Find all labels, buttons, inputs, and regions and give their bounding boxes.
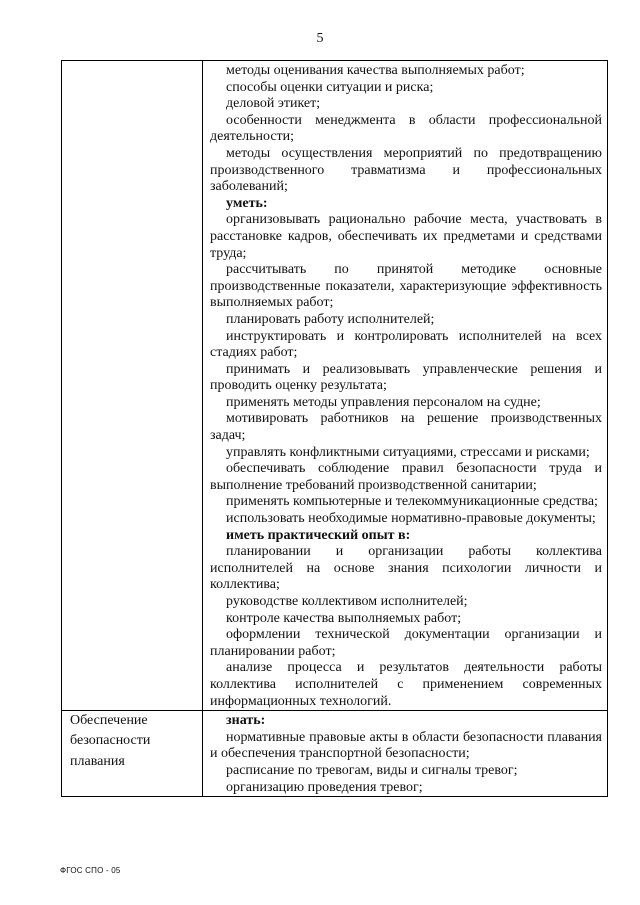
list-item: расписание по тревогам, виды и сигналы тревог;	[226, 762, 518, 778]
module-title-line: плавания	[70, 753, 125, 769]
content-table	[61, 60, 608, 797]
list-item: способы оценки ситуации и риска;	[226, 79, 434, 95]
module-title	[62, 711, 202, 772]
list-item: рассчитывать по принятой методике основные производственные показатели, характеризующие эффективность выполняемых работ;	[210, 262, 602, 311]
list-item: использовать необходимые нормативно-правовые документы;	[226, 511, 596, 527]
list-item: организовывать рационально рабочие места, участвовать в расстановке кадров, обеспечивать их предметами и средствами труда;	[210, 212, 602, 261]
list-item: применять методы управления персоналом на судне;	[226, 394, 541, 410]
right-cell	[203, 61, 608, 711]
competency-list	[203, 711, 607, 796]
section-heading: знать:	[226, 713, 266, 729]
list-item: применять компьютерные и телекоммуникационные средства;	[226, 494, 598, 510]
list-item: инструктировать и контролировать исполнителей на всех стадиях работ;	[210, 328, 602, 361]
list-item: планировать работу исполнителей;	[226, 311, 435, 327]
list-item: обеспечивать соблюдение правил безопасности труда и выполнение требований производственной санитарии;	[210, 461, 602, 493]
list-item: особенности менеджмента в области профессиональной деятельности;	[210, 112, 602, 145]
list-item: контроле качества выполняемых работ;	[226, 610, 462, 626]
list-item: принимать и реализовывать управленческие решения и проводить оценку результата;	[210, 361, 602, 394]
list-item: мотивировать работников на решение производственных задач;	[210, 411, 602, 444]
list-item: планировании и организации работы коллектива исполнителей на основе знания психологии личности и коллектива;	[210, 544, 602, 593]
module-title-line: безопасности	[70, 733, 151, 749]
section-heading: иметь практический опыт в:	[226, 527, 411, 543]
document-footer: ФГОС СПО - 05	[60, 866, 121, 875]
list-item: методы оценивания качества выполняемых работ;	[226, 63, 525, 78]
list-item: методы осуществления мероприятий по предотвращению производственного травматизма и профессиональных заболеваний;	[210, 145, 602, 195]
competency-list	[203, 61, 607, 710]
list-item: анализе процесса и результатов деятельности работы коллектива исполнителей с применением современных информационных технологий.	[210, 660, 602, 709]
list-item: деловой этикет;	[226, 96, 321, 112]
page-number: 5	[316, 31, 324, 46]
right-cell	[203, 711, 608, 797]
list-item: управлять конфликтными ситуациями, стрессами и рисками;	[226, 444, 590, 460]
table-row	[62, 61, 608, 711]
left-cell	[62, 61, 203, 711]
list-item: оформлении технической документации организации и планировании работ;	[210, 627, 602, 659]
table-row	[62, 711, 608, 797]
list-item: нормативные правовые акты в области безопасности плавания и обеспечения транспортной безопасности;	[210, 729, 602, 762]
module-title-line: Обеспечение	[70, 713, 148, 729]
list-item: организацию проведения тревог;	[226, 779, 423, 795]
left-cell	[62, 711, 203, 797]
list-item: руководстве коллективом исполнителей;	[226, 594, 468, 609]
section-heading: уметь:	[226, 195, 268, 211]
